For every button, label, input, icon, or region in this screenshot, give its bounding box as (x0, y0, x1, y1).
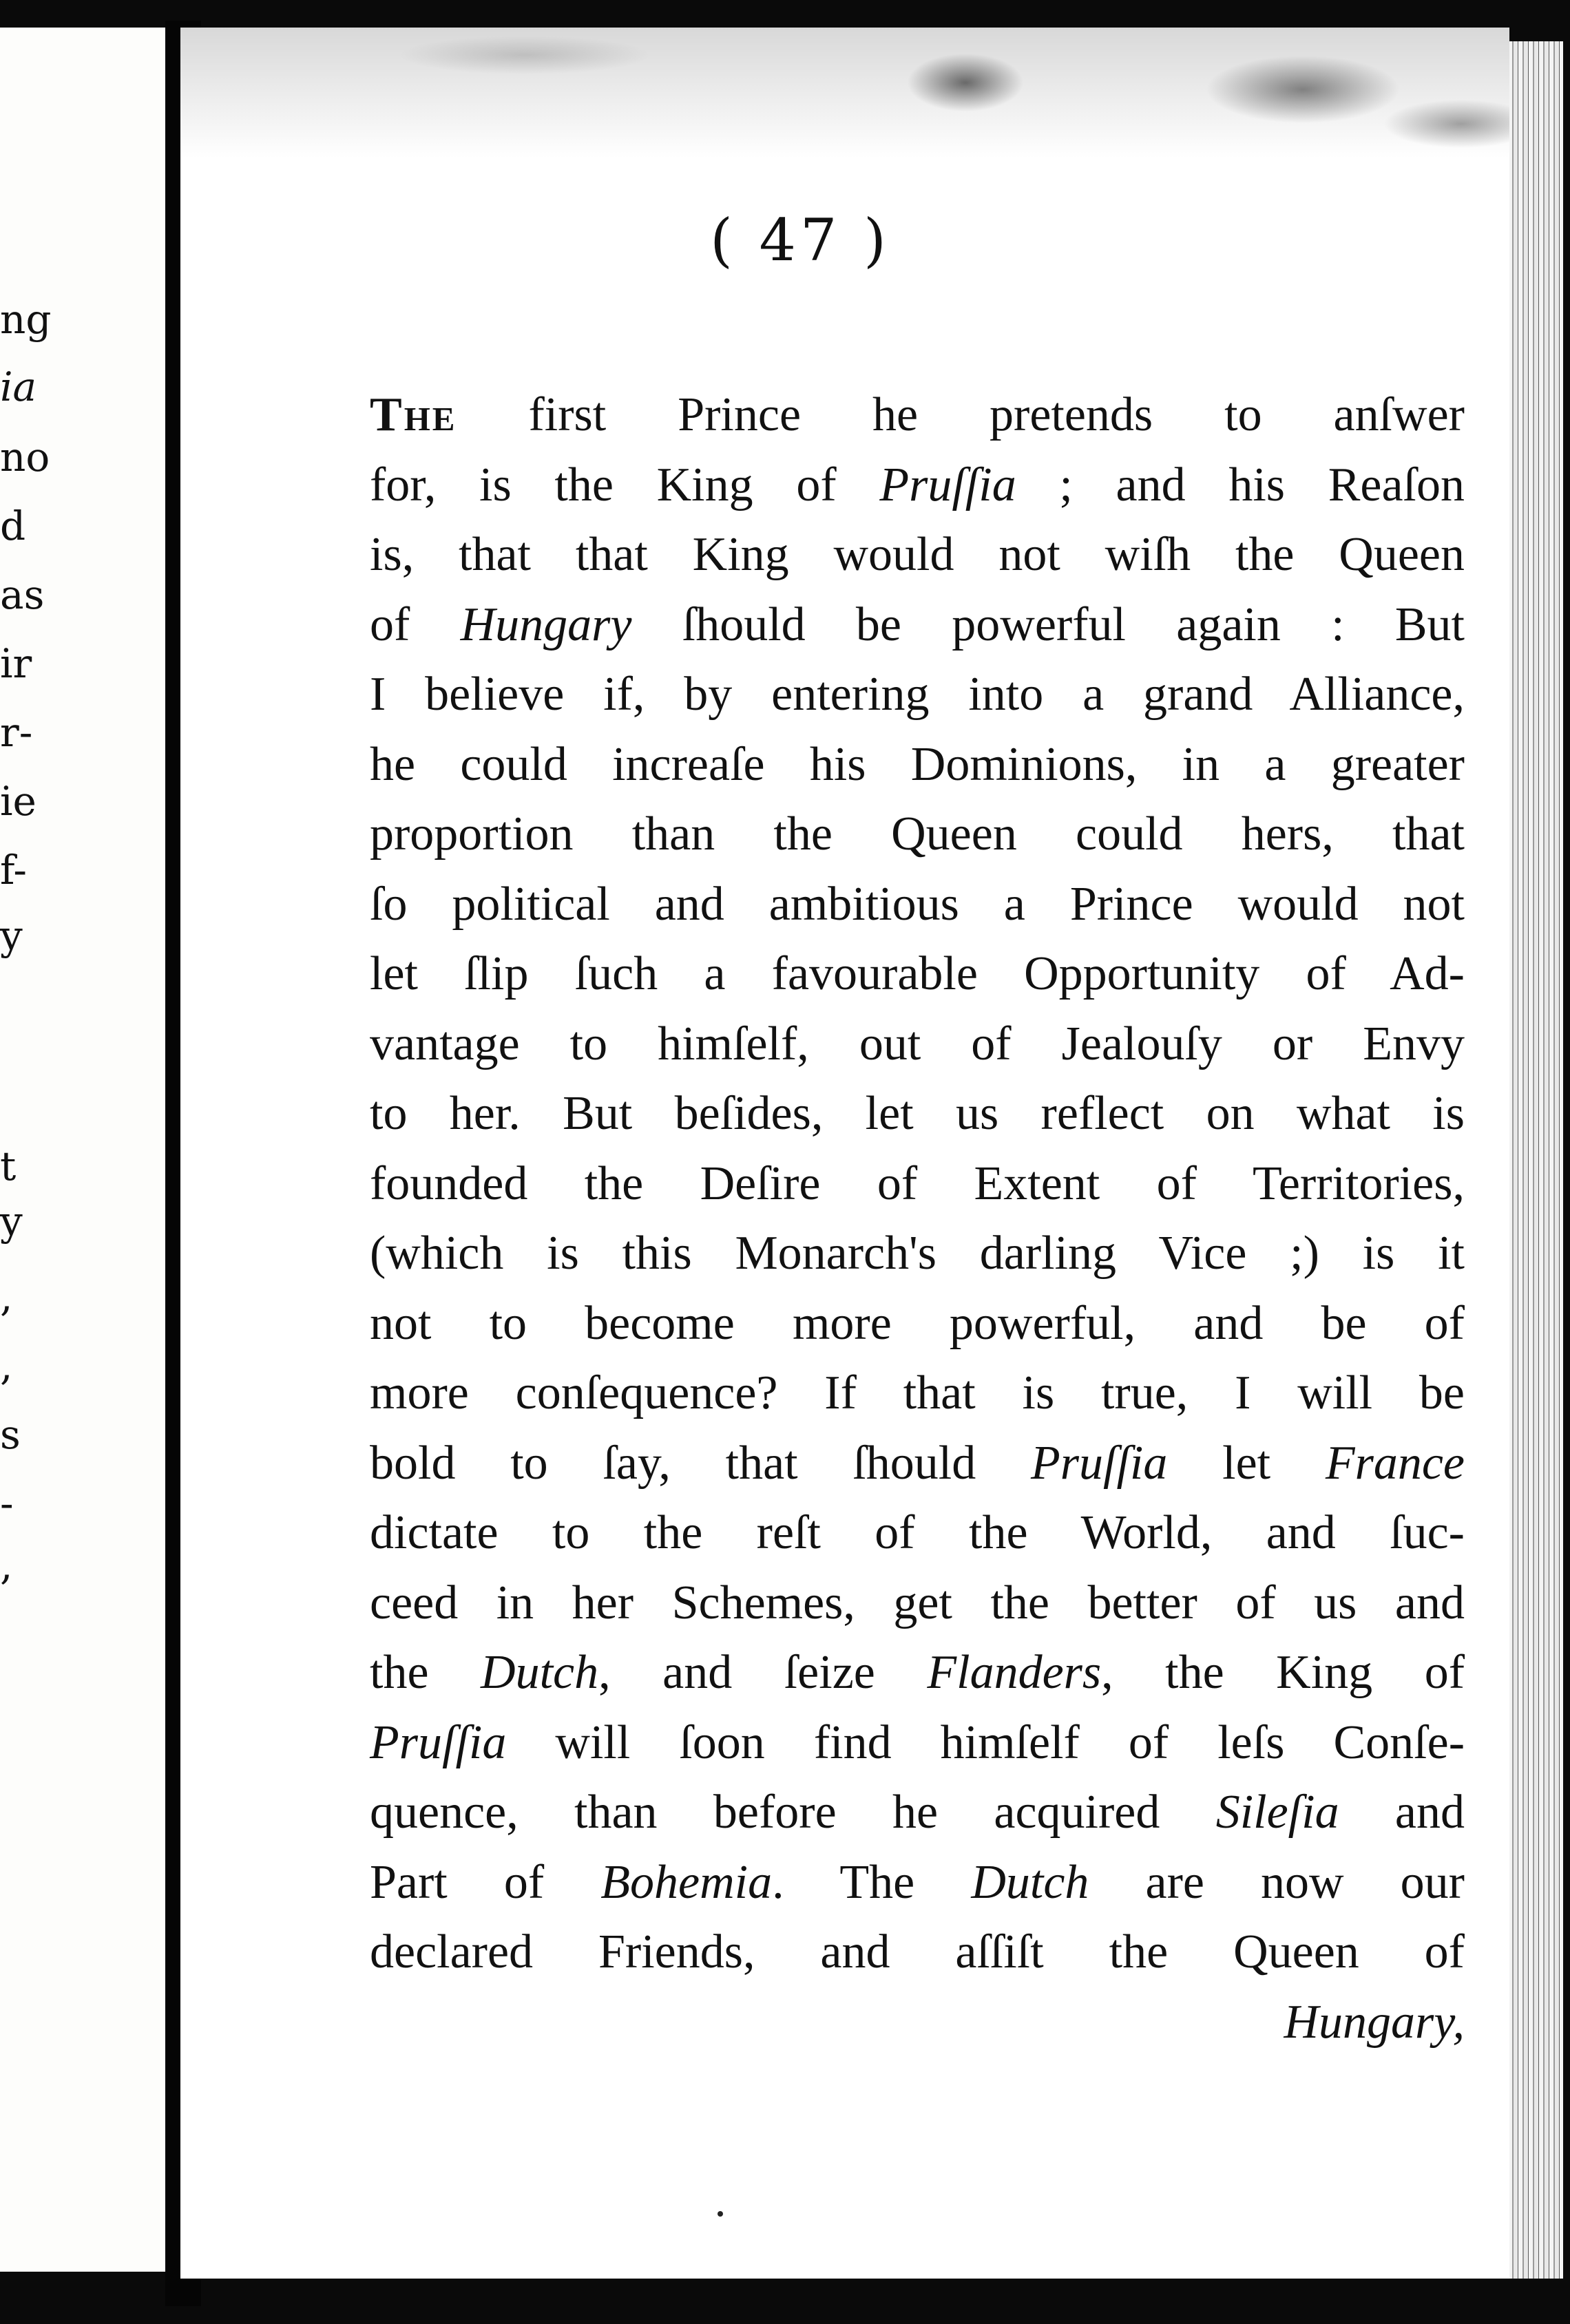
text-segment: let (1167, 1436, 1326, 1490)
text-segment: ſo political and ambitious a Prince would not (370, 877, 1465, 931)
text-segment: I believe if, by entering into a grand Alliance, (370, 668, 1465, 721)
left-page-fragment: r- (0, 709, 33, 756)
text-line (370, 1848, 1465, 1918)
text-segment: declared Friends, and aſſiſt the Queen of (370, 1925, 1465, 1978)
text-line (370, 659, 1465, 730)
text-line (370, 1568, 1465, 1638)
ink-speck (718, 2211, 723, 2217)
italic-word: Bohemia (600, 1855, 773, 1909)
left-page-fragment: , (0, 1342, 13, 1389)
text-segment: to her. But beſides, let us reflect on what is (370, 1087, 1465, 1140)
page-number: ( 47 ) (710, 207, 890, 274)
text-line (370, 730, 1465, 800)
left-page-fragment: - (0, 1480, 14, 1527)
text-segment: ſhould be powerful again : But (631, 598, 1465, 651)
text-segment: and (1339, 1786, 1465, 1839)
text-line (370, 1917, 1465, 1987)
left-page-fragment: ir (0, 640, 32, 687)
text-line (370, 450, 1465, 520)
text-segment: first Prince he pretends to anſwer (457, 388, 1465, 441)
text-line (370, 1289, 1465, 1359)
left-page-fragment: ng (0, 296, 52, 343)
left-page-fragment: , (0, 1542, 13, 1589)
text-segment: he could increaſe his Dominions, in a greater (370, 737, 1465, 791)
text-segment: proportion than the Queen could hers, that (370, 807, 1465, 860)
left-page-fragment: ia (0, 363, 37, 410)
text-line (370, 1009, 1465, 1079)
text-segment: dictate to the reſt of the World, and ſuc- (370, 1506, 1465, 1559)
text-line (370, 520, 1465, 590)
italic-word: Flanders (927, 1646, 1102, 1699)
text-segment: founded the Deſire of Extent of Territories, (370, 1156, 1465, 1210)
text-line (370, 1428, 1465, 1499)
left-page-fragment: , (0, 1274, 13, 1320)
italic-word: France (1325, 1436, 1465, 1490)
italic-word: Sileſia (1215, 1786, 1339, 1839)
text-segment: , the King of (1101, 1646, 1465, 1699)
text-segment: Part of (370, 1855, 601, 1909)
text-segment: the (370, 1646, 481, 1699)
text-segment: will ſoon find himſelf of leſs Conſe- (506, 1715, 1465, 1769)
left-page-fragment: t (0, 1143, 17, 1190)
text-line (370, 939, 1465, 1009)
text-line (370, 590, 1465, 660)
italic-word: Dutch (971, 1855, 1089, 1909)
text-segment: . The (772, 1855, 972, 1909)
text-line (370, 1777, 1465, 1848)
italic-word: Dutch (481, 1646, 599, 1699)
left-page-fragment: f- (0, 847, 27, 894)
italic-word: Pruſſia (370, 1715, 507, 1769)
text-line (370, 380, 1465, 450)
text-segment: for, is the King of (370, 458, 880, 511)
text-segment: ceed in her Schemes, get the better of us and (370, 1576, 1465, 1629)
text-segment: vantage to himſelf, out of Jealouſy or Envy (370, 1017, 1465, 1070)
text-segment: bold to ſay, that ſhould (370, 1436, 1032, 1490)
text-line (370, 1149, 1465, 1219)
text-segment: let ſlip ſuch a favourable Opportunity of Ad- (370, 947, 1465, 1000)
text-segment: of (370, 598, 461, 651)
text-line (370, 1079, 1465, 1149)
italic-word: Hungary (460, 598, 632, 651)
text-segment: are now our (1089, 1855, 1465, 1909)
left-page-fragment: y (0, 1198, 23, 1245)
left-facing-page (0, 28, 165, 2272)
left-page-fragment: d (0, 503, 26, 549)
italic-word: Pruſſia (1031, 1436, 1168, 1490)
left-page-fragment: y (0, 912, 23, 959)
body-text (370, 380, 1465, 2057)
text-line (370, 1708, 1465, 1778)
text-line (370, 799, 1465, 869)
text-segment: ; and his Reaſon (1016, 458, 1465, 511)
left-page-fragment: ie (0, 778, 36, 825)
right-page (180, 28, 1509, 2279)
text-segment: , and ſeize (598, 1646, 928, 1699)
text-line (370, 1498, 1465, 1568)
small-caps-word: The (370, 388, 457, 441)
text-segment: (which is this Monarch's darling Vice ;) is it (370, 1227, 1465, 1280)
text-line (370, 869, 1465, 940)
catchword: Hungary, (1284, 1995, 1465, 2049)
text-segment: not to become more powerful, and be of (370, 1296, 1465, 1350)
italic-word: Pruſſia (879, 458, 1016, 511)
text-segment: is, that that King would not wiſh the Queen (370, 528, 1465, 581)
page-stain (180, 28, 1509, 158)
left-page-fragment: s (0, 1411, 21, 1458)
text-segment: more conſequence? If that is true, I will be (370, 1366, 1465, 1419)
left-page-fragment: as (0, 571, 45, 618)
text-segment: quence, than before he acquired (370, 1786, 1216, 1839)
left-page-fragment: no (0, 434, 50, 480)
text-line (370, 1638, 1465, 1708)
text-line (370, 1218, 1465, 1289)
text-line (370, 1358, 1465, 1428)
